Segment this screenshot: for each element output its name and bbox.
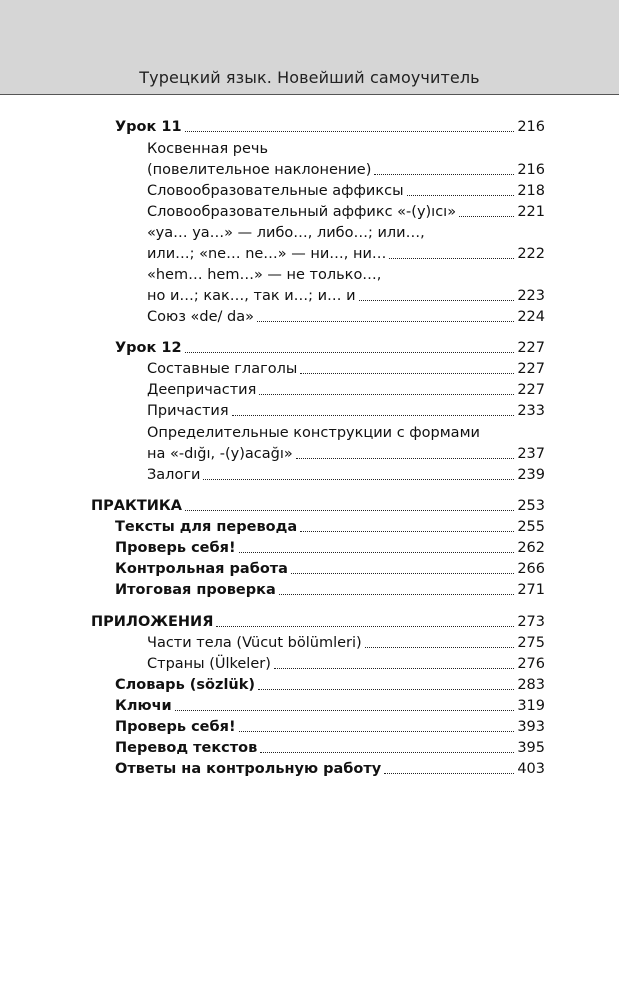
toc-entry-ya-ya-line1: «ya… ya…» — либо…, либо…; или…, — [147, 225, 425, 241]
dot-leader — [300, 372, 514, 374]
toc-entry-countries[interactable] — [147, 654, 545, 674]
toc-entry-title: Словообразовательный аффикс «-(y)ıcı» — [147, 204, 457, 220]
dot-leader — [291, 572, 514, 574]
toc-entry-affixes[interactable] — [147, 181, 545, 201]
toc-entry-lesson-11[interactable] — [115, 117, 545, 137]
toc-entry-voices[interactable] — [147, 465, 545, 485]
dot-leader — [384, 772, 514, 774]
dot-leader — [258, 688, 514, 690]
toc-entry-title: Перевод текстов — [115, 740, 258, 756]
dot-leader — [279, 593, 515, 595]
toc-entry-title: Части тела (Vücut bölümleri) — [147, 635, 362, 651]
toc-entry-texts-for-translation[interactable] — [115, 517, 545, 537]
toc-entry-page: 395 — [517, 740, 545, 756]
toc-entry-union-de-da[interactable] — [147, 307, 545, 327]
toc-entry-hem-hem-line1: «hem… hem…» — не только…, — [147, 267, 382, 283]
dot-leader — [185, 351, 515, 353]
toc-entry-title: но и…; как…, так и…; и… и — [147, 288, 356, 304]
dot-leader — [185, 509, 514, 511]
toc-entry-control-answers[interactable] — [115, 759, 545, 779]
toc-entry-title: Урок 11 — [115, 119, 182, 135]
dot-leader — [389, 257, 514, 259]
toc-entry-check-yourself-2[interactable] — [115, 717, 545, 737]
toc-entry-page: 227 — [517, 361, 545, 377]
dot-leader — [300, 530, 514, 532]
toc-entry-compound-verbs[interactable] — [147, 359, 545, 379]
toc-entry-def-constructions[interactable] — [147, 444, 545, 464]
toc-entry-page: 224 — [517, 309, 545, 325]
dot-leader — [260, 751, 514, 753]
toc-entry-page: 227 — [517, 340, 545, 356]
toc-entry-page: 273 — [517, 614, 545, 630]
toc-entry-title: Контрольная работа — [115, 561, 288, 577]
toc-entry-page: 218 — [517, 183, 545, 199]
toc-entry-page: 216 — [517, 162, 545, 178]
toc-entry-body-parts[interactable] — [147, 633, 545, 653]
toc-entry-page: 271 — [517, 582, 545, 598]
toc-entry-indirect-speech[interactable] — [147, 160, 545, 180]
toc-entry-page: 255 — [517, 519, 545, 535]
dot-leader — [296, 457, 515, 459]
toc-entry-page: 239 — [517, 467, 545, 483]
toc-entry-title: Словарь (sözlük) — [115, 677, 256, 693]
toc-entry-control-work[interactable] — [115, 559, 545, 579]
toc-entry-gerunds[interactable] — [147, 380, 545, 400]
toc-entry-page: 276 — [517, 656, 545, 672]
toc-entry-def-constructions-line1: Определительные конструкции с формами — [147, 425, 480, 441]
dot-leader — [239, 551, 515, 553]
toc-entry-page: 266 — [517, 561, 545, 577]
dot-leader — [274, 667, 514, 669]
toc-entry-title: ПРИЛОЖЕНИЯ — [91, 614, 214, 630]
toc-entry-title: Проверь себя! — [115, 719, 236, 735]
toc-entry-title: Проверь себя! — [115, 540, 236, 556]
toc-entry-practice[interactable] — [91, 496, 545, 516]
toc-entry-title: Причастия — [147, 403, 229, 419]
dot-leader — [259, 393, 514, 395]
dot-leader — [374, 173, 514, 175]
toc-entry-page: 403 — [517, 761, 545, 777]
toc-entry-hem-hem[interactable] — [147, 286, 545, 306]
dot-leader — [203, 478, 514, 480]
dot-leader — [185, 130, 515, 132]
toc-entry-lesson-12[interactable] — [115, 338, 545, 358]
toc-entry-page: 283 — [517, 677, 545, 693]
toc-entry-dictionary[interactable] — [115, 675, 545, 695]
toc-entry-keys[interactable] — [115, 696, 545, 716]
toc-entry-title: (повелительное наклонение) — [147, 162, 372, 178]
toc-entry-title: на «-dığı, -(y)acağı» — [147, 446, 293, 462]
toc-entry-page: 253 — [517, 498, 545, 514]
toc-entry-page: 275 — [517, 635, 545, 651]
toc-entry-participles[interactable] — [147, 401, 545, 421]
toc-entry-title: Урок 12 — [115, 340, 182, 356]
dot-leader — [459, 215, 514, 217]
toc-entry-page: 222 — [517, 246, 545, 262]
toc-entry-title: ПРАКТИКА — [91, 498, 182, 514]
dot-leader — [359, 299, 515, 301]
toc-entry-page: 237 — [517, 446, 545, 462]
toc-entry-title: Залоги — [147, 467, 201, 483]
toc-entry-page: 216 — [517, 119, 545, 135]
toc-entry-page: 233 — [517, 403, 545, 419]
toc-entry-text-translation[interactable] — [115, 738, 545, 758]
toc-entry-title: или…; «ne… ne…» — ни…, ни… — [147, 246, 387, 262]
toc-entry-title: Ответы на контрольную работу — [115, 761, 382, 777]
toc-entry-page: 262 — [517, 540, 545, 556]
toc-entry-page: 221 — [517, 204, 545, 220]
toc-entry-title: Словообразовательные аффиксы — [147, 183, 404, 199]
toc-entry-page: 227 — [517, 382, 545, 398]
dot-leader — [257, 320, 514, 322]
toc-entry-final-check[interactable] — [115, 580, 545, 600]
toc-entry-title: Ключи — [115, 698, 172, 714]
toc-entry-title: Деепричастия — [147, 382, 257, 398]
toc-entry-ya-ya[interactable] — [147, 244, 545, 264]
toc-entry-check-yourself-1[interactable] — [115, 538, 545, 558]
dot-leader — [239, 730, 515, 732]
toc-entry-affix-yici[interactable] — [147, 202, 545, 222]
dot-leader — [407, 194, 515, 196]
toc-entry-title: Страны (Ülkeler) — [147, 656, 271, 672]
dot-leader — [232, 414, 515, 416]
dot-leader — [175, 709, 515, 711]
toc-entry-indirect-speech-line1: Косвенная речь — [147, 141, 269, 157]
dot-leader — [216, 625, 514, 627]
toc-entry-page: 393 — [517, 719, 545, 735]
toc-entry-title: Союз «de/ da» — [147, 309, 254, 325]
toc-entry-page: 223 — [517, 288, 545, 304]
toc-entry-title: Составные глаголы — [147, 361, 298, 377]
toc-entry-appendix[interactable] — [91, 612, 545, 632]
toc-entry-title: Тексты для перевода — [115, 519, 298, 535]
book-title: Турецкий язык. Новейший самоучитель — [139, 68, 480, 87]
dot-leader — [365, 646, 515, 648]
toc-entry-title: Итоговая проверка — [115, 582, 276, 598]
toc-entry-page: 319 — [517, 698, 545, 714]
